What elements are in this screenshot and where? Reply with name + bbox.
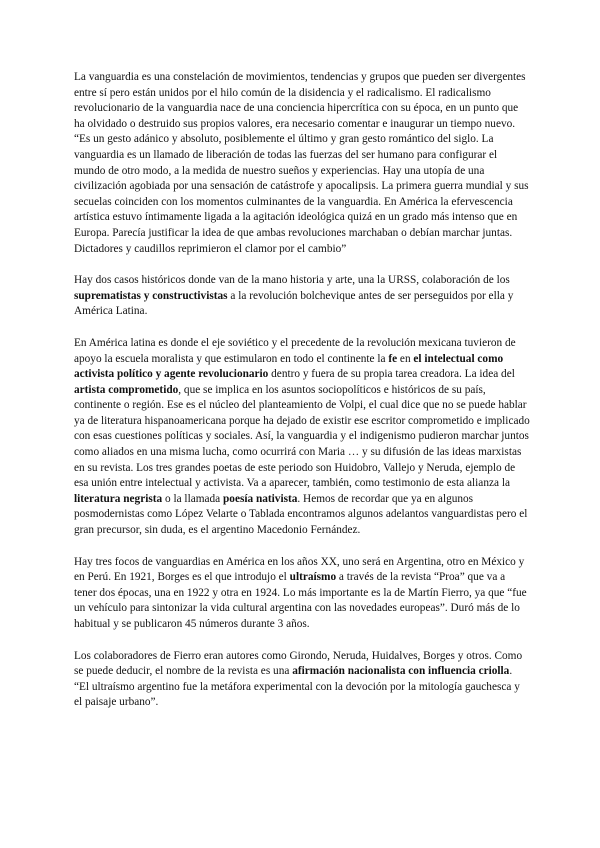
paragraph-text: Los colaboradores de Fierro eran autores como Girondo, Neruda, Huidalves, Borges y otros. Como se puede deducir, el nombre de la revista es una (74, 649, 523, 678)
paragraph-text: . “El ultraísmo argentino fue la metáfora experimental con la devoción por la mitología gauchesca y el paisaje urbano”. (74, 665, 520, 709)
paragraph (74, 336, 530, 539)
paragraph-text: La vanguardia es una constelación de movimientos, tendencias y grupos que pueden ser divergentes entre sí pero están unidos por el hilo común de la disidencia y el radicalismo. El radicalismo revolucionario de la vanguardia nace de una conciencia hipercrítica con su época, en un punto que ha olvidado o destruido sus propios valores, era necesario comentar e inaugurar un tiempo nuevo. “Es un gesto adánico y absoluto, posiblemente el último y gran gesto romántico del siglo. La vanguardia es un llamado de liberación de todas las fuerzas del ser humano para configurar el mundo de otro modo, a la medida de nuestro sueños y experiencias. Hay una utopía de una civilización agobiada por una sensación de catástrofe y apocalipsis. La primera guerra mundial y sus secuelas coinciden con los momentos culminantes de la vanguardia. En América la efervescencia artística estuvo íntimamente ligada a la agitación ideológica quizá en un grado más intenso que en Europa. Parecía justificar la idea de que ambas revoluciones marchaban o debían marchar juntas. Dictadores y caudillos reprimieron el clamor por el cambio” (74, 71, 529, 255)
document-body (74, 70, 530, 727)
bold-text: fe (388, 352, 398, 365)
bold-text: artista comprometido (74, 383, 179, 396)
paragraph-text: en (397, 352, 414, 365)
paragraph-text: o la llamada (162, 492, 224, 505)
bold-text: literatura negrista (74, 492, 163, 505)
bold-text: poesía nativista (223, 492, 298, 505)
paragraph (74, 70, 530, 257)
paragraph (74, 649, 530, 711)
paragraph-text: , que se implica en los asuntos sociopolíticos e históricos de su país, continente o región. Ese es el núcleo del planteamiento de Volpi, el cual dice que no se puede hablar ya de literatura hispanoamericana porque ha dejado de existir ese escritor comprometido e implicado con esas cuestiones políticas y sociales. Así, la vanguardia y el indigenismo pudieron marchar juntos como aliados en una misma lucha, como ocurrirá con Maria … y su difusión de las ideas marxistas en su revista. Los tres grandes poetas de este periodo son Huidobro, Vallejo y Neruda, ejemplo de esa unión entre intelectual y activista. Va a aparecer, también, como testimonio de esta alianza la (74, 383, 530, 490)
paragraph-text: Hay tres focos de vanguardias en América en los años XX, uno será en Argentina, otro en México y en Perú. En 1921, Borges es el que introdujo el (74, 555, 525, 584)
paragraph (74, 273, 530, 320)
paragraph-text: En América latina es donde el eje soviético y el precedente de la revolución mexicana tuvieron de apoyo la escuela moralista y que estimularon en todo el continente la (74, 336, 516, 365)
paragraph (74, 555, 530, 633)
paragraph-text: . Hemos de recordar que ya en algunos posmodernistas como López Velarte o Tablada encontramos algunos adelantos vanguardistas pero el gran precursor, sin duda, es el argentino Macedonio Fernández. (74, 492, 528, 537)
paragraph-text: a través de la revista “Proa” que va a tener dos épocas, una en 1922 y otra en 1924. Lo más importante es la de Martín Fierro, ya que “fue un vehículo para sintonizar la vida cultural argentina con las novedades europeas”. Duró más de lo habitual y se publicaron 45 números durante 3 años. (74, 571, 527, 630)
bold-text: afirmación nacionalista con influencia criolla (292, 665, 510, 678)
bold-text: suprematistas y constructivistas (74, 289, 228, 302)
paragraph-text: dentro y fuera de su propia tarea creadora. La idea del (268, 368, 515, 381)
paragraph-text: Hay dos casos históricos donde van de la mano historia y arte, una la URSS, colaboración de los (74, 274, 510, 287)
paragraph-text: a la revolución bolchevique antes de ser perseguidos por ella y América Latina. (74, 289, 514, 318)
bold-text: el intelectual como activista político y agente revolucionario (74, 352, 504, 381)
bold-text: ultraísmo (289, 571, 337, 584)
